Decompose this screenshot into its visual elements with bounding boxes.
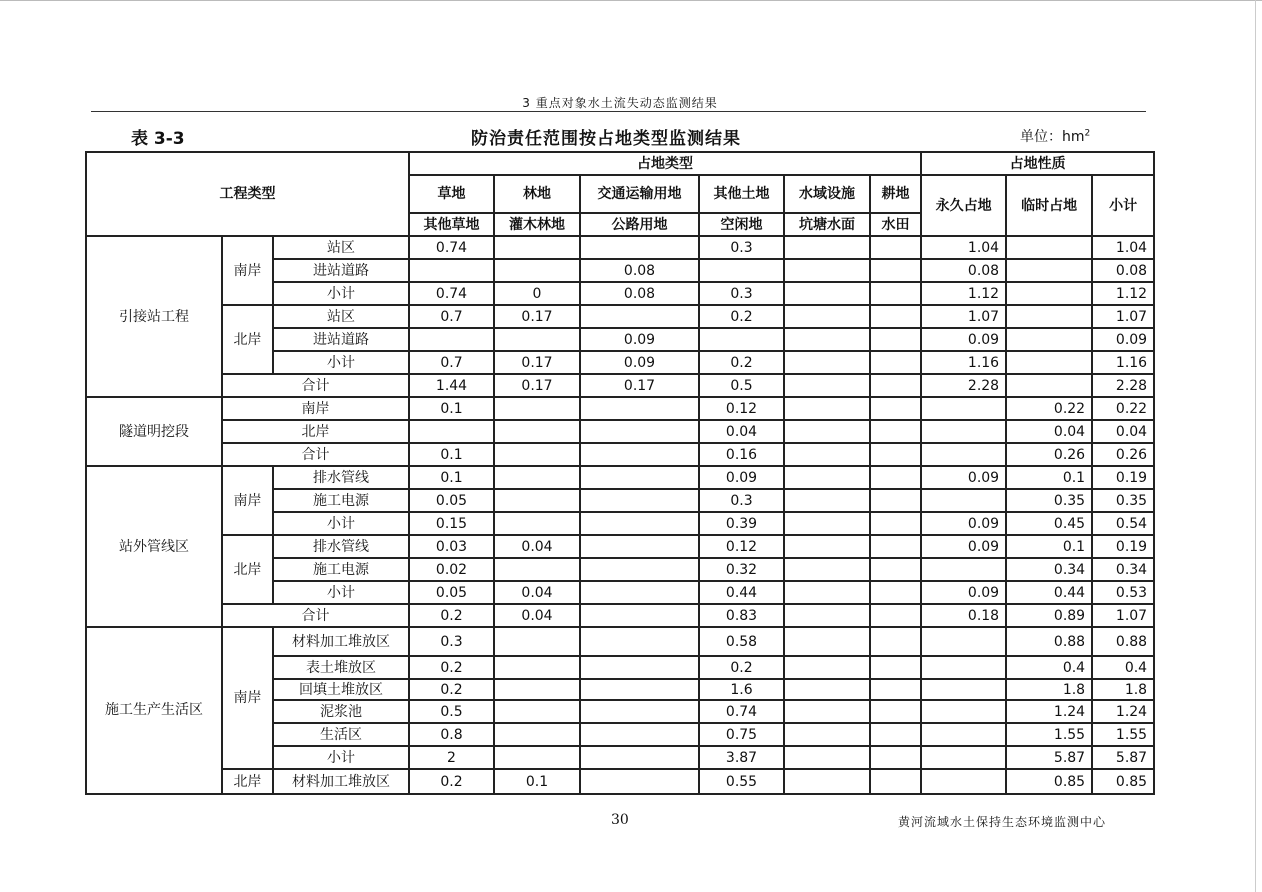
value-cell: 0.26 xyxy=(1006,443,1092,466)
header-land-type: 耕地 xyxy=(870,175,921,213)
header-land-subtype: 坑塘水面 xyxy=(784,213,870,236)
table-row xyxy=(86,305,1154,328)
value-cell xyxy=(870,443,921,466)
value-cell: 0.1 xyxy=(1006,535,1092,558)
value-cell: 0.09 xyxy=(921,581,1006,604)
value-cell: 0.5 xyxy=(409,700,494,723)
value-cell: 0.74 xyxy=(409,236,494,259)
value-cell xyxy=(870,679,921,700)
value-cell xyxy=(870,328,921,351)
value-cell: 0.2 xyxy=(699,656,784,679)
value-cell xyxy=(494,420,580,443)
header-land-type-group: 占地类型 xyxy=(409,152,921,175)
table-title: 防治责任范围按占地类型监测结果 xyxy=(471,129,741,149)
value-cell xyxy=(1006,374,1092,397)
running-header: 3 重点对象水土流失动态监测结果 xyxy=(522,96,718,110)
value-cell: 2 xyxy=(409,746,494,769)
value-cell xyxy=(784,259,870,282)
value-cell xyxy=(699,328,784,351)
row-label-cell: 合计 xyxy=(222,443,409,466)
value-cell: 1.55 xyxy=(1092,723,1154,746)
value-cell xyxy=(870,558,921,581)
value-cell xyxy=(494,700,580,723)
row-label-cell: 合计 xyxy=(222,604,409,627)
header-project-type: 工程类型 xyxy=(86,152,409,236)
value-cell xyxy=(580,397,699,420)
value-cell xyxy=(494,328,580,351)
value-cell: 0.3 xyxy=(699,236,784,259)
row-label-cell: 站区 xyxy=(273,236,409,259)
table-row xyxy=(86,236,1154,259)
value-cell: 0.88 xyxy=(1006,627,1092,656)
value-cell: 0.8 xyxy=(409,723,494,746)
value-cell: 1.16 xyxy=(1092,351,1154,374)
table-body xyxy=(86,236,1154,794)
value-cell xyxy=(784,351,870,374)
value-cell xyxy=(870,604,921,627)
header-land-subtype: 空闲地 xyxy=(699,213,784,236)
value-cell: 0.09 xyxy=(921,512,1006,535)
value-cell: 1.07 xyxy=(1092,604,1154,627)
value-cell: 0.85 xyxy=(1092,769,1154,794)
value-cell xyxy=(921,558,1006,581)
value-cell: 0.09 xyxy=(921,535,1006,558)
value-cell xyxy=(699,259,784,282)
value-cell: 0.34 xyxy=(1092,558,1154,581)
value-cell: 0.45 xyxy=(1006,512,1092,535)
value-cell: 0.5 xyxy=(699,374,784,397)
value-cell xyxy=(580,489,699,512)
value-cell xyxy=(784,489,870,512)
value-cell xyxy=(494,443,580,466)
table-row xyxy=(86,374,1154,397)
value-cell xyxy=(921,656,1006,679)
value-cell xyxy=(870,374,921,397)
value-cell: 0.3 xyxy=(699,282,784,305)
table-row xyxy=(86,769,1154,794)
header-land-nature-group: 占地性质 xyxy=(921,152,1154,175)
value-cell: 0.04 xyxy=(1006,420,1092,443)
value-cell xyxy=(409,259,494,282)
value-cell: 0.2 xyxy=(699,305,784,328)
row-label-cell: 小计 xyxy=(273,282,409,305)
value-cell: 0.35 xyxy=(1092,489,1154,512)
bank-cell: 南岸 xyxy=(222,236,273,305)
value-cell xyxy=(580,700,699,723)
value-cell xyxy=(784,558,870,581)
value-cell xyxy=(921,746,1006,769)
value-cell: 1.12 xyxy=(1092,282,1154,305)
value-cell: 0.89 xyxy=(1006,604,1092,627)
table-row xyxy=(86,443,1154,466)
value-cell: 0.1 xyxy=(494,769,580,794)
table-row xyxy=(86,466,1154,489)
bank-cell: 北岸 xyxy=(222,305,273,374)
value-cell xyxy=(494,512,580,535)
row-label-cell: 施工电源 xyxy=(273,489,409,512)
value-cell: 0.09 xyxy=(580,328,699,351)
row-label-cell: 小计 xyxy=(273,581,409,604)
value-cell: 0.85 xyxy=(1006,769,1092,794)
value-cell xyxy=(921,627,1006,656)
value-cell xyxy=(494,679,580,700)
value-cell xyxy=(870,236,921,259)
header-land-subtype: 水田 xyxy=(870,213,921,236)
value-cell xyxy=(870,420,921,443)
value-cell xyxy=(1006,282,1092,305)
value-cell xyxy=(784,700,870,723)
value-cell: 0.17 xyxy=(494,305,580,328)
value-cell: 2.28 xyxy=(1092,374,1154,397)
value-cell: 5.87 xyxy=(1006,746,1092,769)
value-cell: 0.17 xyxy=(494,351,580,374)
value-cell xyxy=(870,466,921,489)
value-cell xyxy=(580,627,699,656)
value-cell xyxy=(580,746,699,769)
value-cell: 0.22 xyxy=(1006,397,1092,420)
row-label-cell: 生活区 xyxy=(273,723,409,746)
row-label-cell: 排水管线 xyxy=(273,535,409,558)
value-cell xyxy=(580,581,699,604)
value-cell xyxy=(580,558,699,581)
value-cell: 0.7 xyxy=(409,351,494,374)
value-cell xyxy=(870,397,921,420)
row-label-cell: 排水管线 xyxy=(273,466,409,489)
row-label-cell: 小计 xyxy=(273,746,409,769)
value-cell xyxy=(580,466,699,489)
value-cell: 0.1 xyxy=(409,397,494,420)
value-cell xyxy=(921,679,1006,700)
value-cell: 0.55 xyxy=(699,769,784,794)
value-cell xyxy=(921,397,1006,420)
value-cell xyxy=(494,723,580,746)
header-permanent: 永久占地 xyxy=(921,175,1006,236)
value-cell xyxy=(870,259,921,282)
value-cell: 0.03 xyxy=(409,535,494,558)
value-cell xyxy=(784,627,870,656)
value-cell xyxy=(580,769,699,794)
row-label-cell: 站区 xyxy=(273,305,409,328)
value-cell: 0.08 xyxy=(1092,259,1154,282)
value-cell: 0.15 xyxy=(409,512,494,535)
value-cell: 1.04 xyxy=(1092,236,1154,259)
value-cell: 0.16 xyxy=(699,443,784,466)
table-row xyxy=(86,535,1154,558)
value-cell: 3.87 xyxy=(699,746,784,769)
value-cell: 0.04 xyxy=(1092,420,1154,443)
value-cell xyxy=(494,627,580,656)
value-cell xyxy=(921,420,1006,443)
bank-cell: 南岸 xyxy=(222,627,273,769)
header-land-type: 水域设施 xyxy=(784,175,870,213)
value-cell: 0.2 xyxy=(409,656,494,679)
value-cell xyxy=(1006,351,1092,374)
value-cell: 0.09 xyxy=(921,466,1006,489)
value-cell xyxy=(494,466,580,489)
value-cell: 0.05 xyxy=(409,489,494,512)
value-cell: 1.24 xyxy=(1092,700,1154,723)
header-land-type: 其他土地 xyxy=(699,175,784,213)
value-cell: 0.58 xyxy=(699,627,784,656)
row-label-cell: 施工电源 xyxy=(273,558,409,581)
table-row xyxy=(86,397,1154,420)
value-cell: 0.04 xyxy=(494,535,580,558)
value-cell xyxy=(1006,259,1092,282)
header-land-type: 交通运输用地 xyxy=(580,175,699,213)
value-cell xyxy=(870,305,921,328)
value-cell: 0.2 xyxy=(409,769,494,794)
value-cell xyxy=(784,535,870,558)
value-cell: 0.44 xyxy=(1006,581,1092,604)
bank-cell: 北岸 xyxy=(222,535,273,604)
value-cell xyxy=(784,723,870,746)
value-cell: 0.08 xyxy=(580,282,699,305)
value-cell xyxy=(784,679,870,700)
value-cell xyxy=(580,679,699,700)
value-cell: 0.12 xyxy=(699,397,784,420)
value-cell xyxy=(870,581,921,604)
value-cell xyxy=(494,656,580,679)
value-cell: 0.08 xyxy=(921,259,1006,282)
project-group-cell: 站外管线区 xyxy=(86,466,222,627)
value-cell xyxy=(870,627,921,656)
value-cell xyxy=(870,656,921,679)
unit-superscript: 2 xyxy=(1084,128,1091,139)
row-label-cell: 回填土堆放区 xyxy=(273,679,409,700)
bank-cell: 北岸 xyxy=(222,769,273,794)
value-cell xyxy=(870,769,921,794)
row-label-cell: 小计 xyxy=(273,512,409,535)
value-cell xyxy=(580,604,699,627)
value-cell: 0.3 xyxy=(409,627,494,656)
page-number: 30 xyxy=(611,812,629,828)
value-cell: 0.88 xyxy=(1092,627,1154,656)
value-cell: 1.04 xyxy=(921,236,1006,259)
value-cell xyxy=(921,769,1006,794)
value-cell: 0.7 xyxy=(409,305,494,328)
monitoring-table xyxy=(85,151,1155,795)
value-cell xyxy=(580,236,699,259)
unit-text: 单位：hm xyxy=(1020,129,1085,145)
value-cell: 0.09 xyxy=(1092,328,1154,351)
value-cell: 0.19 xyxy=(1092,535,1154,558)
value-cell: 0.04 xyxy=(494,604,580,627)
value-cell: 1.07 xyxy=(921,305,1006,328)
value-cell xyxy=(870,489,921,512)
value-cell: 0.4 xyxy=(1092,656,1154,679)
value-cell: 5.87 xyxy=(1092,746,1154,769)
value-cell: 0.08 xyxy=(580,259,699,282)
value-cell xyxy=(580,305,699,328)
value-cell xyxy=(494,397,580,420)
value-cell xyxy=(870,512,921,535)
value-cell: 0.1 xyxy=(1006,466,1092,489)
value-cell: 0.19 xyxy=(1092,466,1154,489)
value-cell xyxy=(494,489,580,512)
value-cell: 1.55 xyxy=(1006,723,1092,746)
value-cell xyxy=(870,700,921,723)
page-right-border xyxy=(1255,0,1256,892)
value-cell: 0.54 xyxy=(1092,512,1154,535)
value-cell: 0.04 xyxy=(699,420,784,443)
value-cell: 1.16 xyxy=(921,351,1006,374)
value-cell: 0 xyxy=(494,282,580,305)
value-cell xyxy=(921,443,1006,466)
value-cell: 2.28 xyxy=(921,374,1006,397)
value-cell: 0.2 xyxy=(409,679,494,700)
value-cell: 0.09 xyxy=(580,351,699,374)
value-cell xyxy=(494,236,580,259)
value-cell: 1.8 xyxy=(1006,679,1092,700)
value-cell: 0.39 xyxy=(699,512,784,535)
value-cell xyxy=(870,535,921,558)
value-cell xyxy=(580,420,699,443)
value-cell: 0.18 xyxy=(921,604,1006,627)
value-cell xyxy=(494,558,580,581)
value-cell: 0.74 xyxy=(409,282,494,305)
row-label-cell: 材料加工堆放区 xyxy=(273,769,409,794)
value-cell: 0.4 xyxy=(1006,656,1092,679)
project-group-cell: 施工生产生活区 xyxy=(86,627,222,794)
value-cell xyxy=(784,512,870,535)
value-cell: 1.6 xyxy=(699,679,784,700)
value-cell xyxy=(784,236,870,259)
footer-organization: 黄河流域水土保持生态环境监测中心 xyxy=(898,815,1107,829)
page-top-border xyxy=(0,0,1262,1)
value-cell: 0.05 xyxy=(409,581,494,604)
value-cell: 0.22 xyxy=(1092,397,1154,420)
value-cell xyxy=(921,700,1006,723)
value-cell xyxy=(1006,236,1092,259)
value-cell xyxy=(784,604,870,627)
value-cell xyxy=(784,581,870,604)
value-cell: 0.09 xyxy=(699,466,784,489)
row-label-cell: 北岸 xyxy=(222,420,409,443)
row-label-cell: 小计 xyxy=(273,351,409,374)
value-cell xyxy=(784,656,870,679)
bank-cell: 南岸 xyxy=(222,466,273,535)
header-land-subtype: 灌木林地 xyxy=(494,213,580,236)
unit-label xyxy=(1020,126,1090,146)
value-cell xyxy=(784,420,870,443)
value-cell xyxy=(494,746,580,769)
value-cell: 0.02 xyxy=(409,558,494,581)
value-cell xyxy=(1006,305,1092,328)
value-cell xyxy=(580,656,699,679)
value-cell: 0.34 xyxy=(1006,558,1092,581)
table-row xyxy=(86,420,1154,443)
row-label-cell: 泥浆池 xyxy=(273,700,409,723)
row-label-cell: 表土堆放区 xyxy=(273,656,409,679)
value-cell xyxy=(784,282,870,305)
row-label-cell: 材料加工堆放区 xyxy=(273,627,409,656)
value-cell xyxy=(494,259,580,282)
value-cell: 1.24 xyxy=(1006,700,1092,723)
row-label-cell: 南岸 xyxy=(222,397,409,420)
value-cell: 0.04 xyxy=(494,581,580,604)
row-label-cell: 进站道路 xyxy=(273,259,409,282)
table-row xyxy=(86,604,1154,627)
value-cell: 0.35 xyxy=(1006,489,1092,512)
value-cell: 0.44 xyxy=(699,581,784,604)
value-cell xyxy=(870,351,921,374)
row-label-cell: 进站道路 xyxy=(273,328,409,351)
project-group-cell: 隧道明挖段 xyxy=(86,397,222,466)
table-row xyxy=(86,627,1154,656)
value-cell: 0.12 xyxy=(699,535,784,558)
value-cell: 1.07 xyxy=(1092,305,1154,328)
value-cell xyxy=(870,746,921,769)
value-cell: 0.74 xyxy=(699,700,784,723)
header-subtotal: 小计 xyxy=(1092,175,1154,236)
value-cell xyxy=(870,723,921,746)
value-cell: 1.8 xyxy=(1092,679,1154,700)
value-cell xyxy=(409,328,494,351)
header-land-subtype: 公路用地 xyxy=(580,213,699,236)
value-cell xyxy=(580,535,699,558)
value-cell: 0.2 xyxy=(699,351,784,374)
project-group-cell: 引接站工程 xyxy=(86,236,222,397)
header-temporary: 临时占地 xyxy=(1006,175,1092,236)
row-label-cell: 合计 xyxy=(222,374,409,397)
value-cell: 0.17 xyxy=(580,374,699,397)
value-cell: 0.17 xyxy=(494,374,580,397)
value-cell: 0.32 xyxy=(699,558,784,581)
header-land-subtype: 其他草地 xyxy=(409,213,494,236)
value-cell xyxy=(870,282,921,305)
value-cell: 1.12 xyxy=(921,282,1006,305)
value-cell xyxy=(784,397,870,420)
header-rule xyxy=(91,111,1146,112)
value-cell: 0.2 xyxy=(409,604,494,627)
value-cell xyxy=(784,328,870,351)
value-cell xyxy=(784,746,870,769)
value-cell xyxy=(784,374,870,397)
value-cell: 0.1 xyxy=(409,466,494,489)
header-land-type: 林地 xyxy=(494,175,580,213)
value-cell xyxy=(921,723,1006,746)
table-label: 表 3-3 xyxy=(131,129,185,149)
value-cell xyxy=(409,420,494,443)
value-cell xyxy=(784,466,870,489)
value-cell xyxy=(580,512,699,535)
value-cell: 0.26 xyxy=(1092,443,1154,466)
value-cell: 1.44 xyxy=(409,374,494,397)
value-cell: 0.3 xyxy=(699,489,784,512)
value-cell: 0.75 xyxy=(699,723,784,746)
value-cell xyxy=(1006,328,1092,351)
value-cell xyxy=(784,443,870,466)
value-cell: 0.09 xyxy=(921,328,1006,351)
value-cell xyxy=(580,723,699,746)
value-cell xyxy=(784,305,870,328)
value-cell xyxy=(784,769,870,794)
value-cell xyxy=(921,489,1006,512)
value-cell: 0.1 xyxy=(409,443,494,466)
value-cell: 0.53 xyxy=(1092,581,1154,604)
value-cell: 0.83 xyxy=(699,604,784,627)
value-cell xyxy=(580,443,699,466)
header-land-type: 草地 xyxy=(409,175,494,213)
